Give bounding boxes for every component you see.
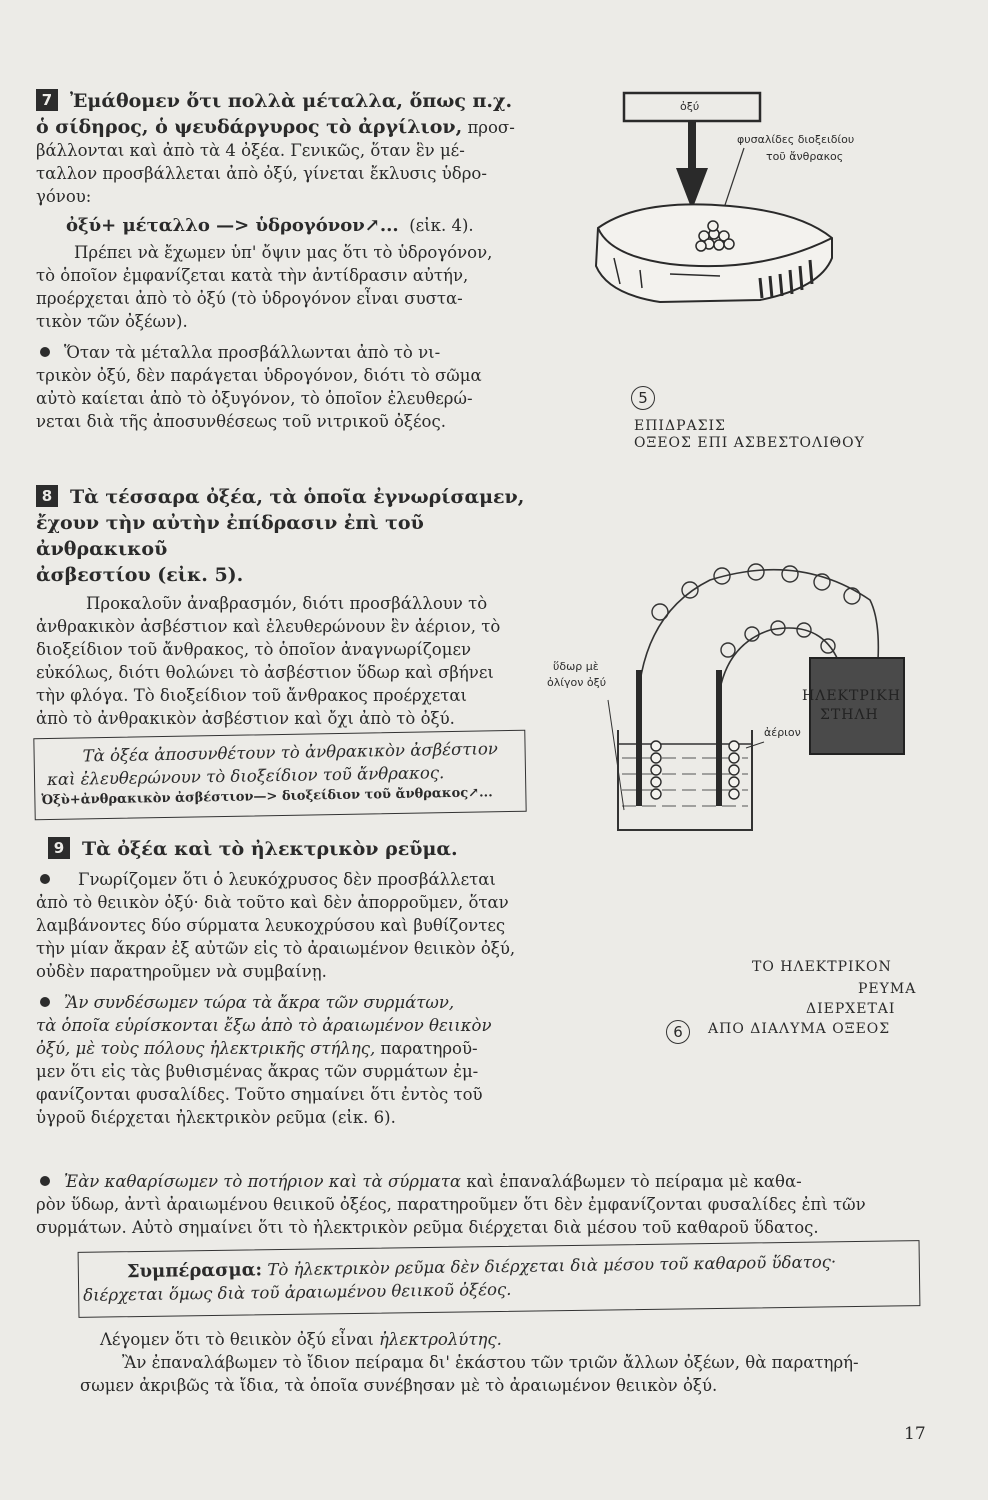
figure-5-number: 5 bbox=[631, 386, 663, 410]
s8-line-3: διοξείδιον τοῦ ἄνθρακος, τὸ ὁποῖον ἀναγνωρίζομεν bbox=[36, 640, 472, 659]
s9-p2-line-6: ὑγροῦ διέρχεται ἠλεκτρικὸν ρεῦμα (εἰκ. 6). bbox=[36, 1108, 396, 1127]
section-8-heading-line1: 8 Τὰ τέσσαρα ὀξέα, τὰ ὁποῖα ἐγνωρίσαμεν, bbox=[36, 484, 536, 510]
figure-6-caption-3: ΔΙΕΡΧΕΤΑΙ bbox=[806, 1001, 896, 1017]
section-7 bbox=[36, 88, 526, 433]
s9-p2-line-4: μεν ὅτι εἰς τὰς βυθισμένας ἄκρας τῶν συρμάτων ἐμ- bbox=[36, 1062, 479, 1081]
bullet-icon bbox=[40, 874, 50, 884]
s7-para2-line-4: τικὸν τῶν ὀξέων). bbox=[36, 312, 188, 331]
conclusion-line-2: διέρχεται ὅμως διὰ τοῦ ἀραιωμένου θειικοῦ ὀξέος. bbox=[83, 1279, 512, 1305]
s7-para3-line-1: Ὅταν τὰ μέταλλα προσβάλλωνται ἀπὸ τὸ νι- bbox=[36, 341, 526, 364]
section-8-heading-line3: ἀσβεστίου (εἰκ. 5). bbox=[36, 564, 244, 586]
bubbles-label-2: τοῦ ἄνθρακος bbox=[766, 150, 844, 163]
bullet-icon bbox=[40, 997, 50, 1007]
wire-coils bbox=[652, 564, 860, 657]
section-8 bbox=[36, 484, 536, 730]
figure-5-caption-1: ΕΠΙΔΡΑΣΙΣ bbox=[634, 418, 726, 434]
electrode-right bbox=[716, 670, 722, 806]
info-box-formula: Ὀξὺ+ἀνθρακικὸν ἀσβέστιον—> διοξείδιον τοῦ ἄνθρακος↗... bbox=[41, 785, 493, 809]
s7-formula: ὀξύ+ μέταλλο —> ὑδρογόνον↗... (εἰκ. 4). bbox=[66, 215, 474, 236]
section-7-heading-line2: ὁ σίδηρος, ὁ ψευδάργυρος τὸ ἀργίλιον, προσ- bbox=[36, 116, 515, 138]
final-line-1: Λέγομεν ὅτι τὸ θειικὸν ὀξύ εἶναι ἠλεκτρολύτης. bbox=[100, 1330, 502, 1349]
s7-para2-line-1: Πρέπει νὰ ἔχωμεν ὑπ' ὄψιν μας ὅτι τὸ ὑδρογόνον, bbox=[74, 243, 493, 262]
info-box-line-1: Τὰ ὀξέα ἀποσυνθέτουν τὸ ἀνθρακικὸν ἀσβέστιον bbox=[82, 739, 499, 766]
figure-6-caption-1: ΤΟ ΗΛΕΚΤΡΙΚΟΝ bbox=[752, 959, 892, 975]
final-line-3: σωμεν ἀκριβῶς τὰ ἴδια, τὰ ὁποῖα συνέβησαν μὲ τὸ ἀραιωμένον θειικὸν ὀξύ. bbox=[80, 1376, 718, 1395]
s7-para3-line-2: τρικὸν ὀξύ, δὲν παράγεται ὑδρογόνον, διότι τὸ σῶμα bbox=[36, 366, 482, 385]
section-9-number: 9 bbox=[48, 837, 70, 859]
s9-p1-line-1: Γνωρίζομεν ὅτι ὁ λευκόχρυσος δὲν προσβάλλεται bbox=[36, 868, 556, 891]
section-8-number: 8 bbox=[36, 485, 58, 507]
figure-6-caption-4: ΑΠΟ ΔΙΑΛΥΜΑ ΟΞΕΟΣ bbox=[708, 1021, 891, 1037]
s9-paragraph-3 bbox=[36, 1170, 936, 1239]
figure-5-drawing bbox=[580, 88, 900, 328]
final-paragraph bbox=[80, 1328, 940, 1397]
figure-6-number: 6 bbox=[666, 1020, 698, 1044]
s9-p2-line-1: Ἂν συνδέσωμεν τώρα τὰ ἄκρα τῶν συρμάτων, bbox=[36, 991, 556, 1014]
s9-p2-line-3: ὀξύ, μὲ τοὺς πόλους ἠλεκτρικῆς στήλης, παρατηροῦ- bbox=[36, 1039, 478, 1058]
acid-label: ὀξύ bbox=[680, 100, 700, 113]
s8-line-4: εὐκόλως, διότι θολώνει τὸ ἀσβέστιον ὕδωρ καὶ σβήνει bbox=[36, 663, 494, 682]
s7-para3-line-3: αὐτὸ καίεται ἀπὸ τὸ ὀξυγόνον, τὸ ὁποῖον ἐλευθερώ- bbox=[36, 389, 473, 408]
info-box-carbonate bbox=[33, 730, 526, 821]
solution-label-2: ὀλίγον ὀξύ bbox=[547, 676, 607, 689]
info-box-line-2: καὶ ἐλευθερώνουν τὸ διοξείδιον τοῦ ἄνθρακος. bbox=[46, 763, 445, 790]
s8-line-6: ἀπὸ τὸ ἀνθρακικὸν ἀσβέστιον καὶ ὄχι ἀπὸ τὸ ὀξύ. bbox=[36, 709, 455, 728]
s9-p3-line-1: Ἐὰν καθαρίσωμεν τὸ ποτήριον καὶ τὰ σύρματα καὶ ἐπαναλάβωμεν τὸ πείραμα μὲ καθα- bbox=[36, 1170, 936, 1193]
gas-label: ἀέριον bbox=[764, 726, 801, 739]
section-9-heading: 9 Τὰ ὀξέα καὶ τὸ ἠλεκτρικὸν ρεῦμα. bbox=[36, 836, 556, 862]
s8-line-5: τὴν φλόγα. Τὸ διοξείδιον τοῦ ἄνθρακος προέρχεται bbox=[36, 686, 467, 705]
s9-p3-line-3: συρμάτων. Αὐτὸ σημαίνει ὅτι τὸ ἠλεκτρικὸν ρεῦμα διέρχεται διὰ μέσου τοῦ καθαροῦ ὕδατος. bbox=[36, 1218, 819, 1237]
figure-5-caption-2: ΟΞΕΟΣ ΕΠΙ ΑΣΒΕΣΤΟΛΙΘΟΥ bbox=[634, 435, 865, 451]
s9-p2-line-5: φανίζονται φυσαλίδες. Τοῦτο σημαίνει ὅτι ἐντὸς τοῦ bbox=[36, 1085, 483, 1104]
s9-p1-line-2: ἀπὸ τὸ θειικὸν ὀξύ· διὰ τοῦτο καὶ δὲν ἀπορροῦμεν, ὅταν bbox=[36, 893, 509, 912]
s7-line-3: γόνου: bbox=[36, 187, 92, 206]
page-number: 17 bbox=[904, 1424, 926, 1444]
section-8-heading-line2: ἔχουν τὴν αὐτὴν ἐπίδρασιν ἐπὶ τοῦ ἀνθρακικοῦ bbox=[36, 512, 424, 560]
s8-line-1: Προκαλοῦν ἀναβρασμόν, διότι προσβάλλουν τὸ bbox=[86, 594, 488, 613]
s7-para2-line-2: τὸ ὁποῖον ἐμφανίζεται κατὰ τὴν ἀντίδρασιν αὐτήν, bbox=[36, 266, 469, 285]
bullet-icon bbox=[40, 347, 50, 357]
conclusion-box bbox=[78, 1240, 921, 1318]
s8-line-2: ἀνθρακικὸν ἀσβέστιον καὶ ἐλευθερώνουν ἓν ἀέριον, τὸ bbox=[36, 617, 501, 636]
s9-p3-line-2: ρὸν ὕδωρ, ἀντὶ ἀραιωμένου θειικοῦ ὀξέος, παρατηροῦμεν ὅτι δὲν ἐμφανίζονται φυσαλίδες ἐπὶ τῶν bbox=[36, 1195, 866, 1214]
section-7-number: 7 bbox=[36, 89, 58, 111]
section-9 bbox=[36, 836, 556, 1129]
conclusion-line-1: Συμπέρασμα: Τὸ ἠλεκτρικὸν ρεῦμα δὲν διέρχεται διὰ μέσου τοῦ καθαροῦ ὕδατος· bbox=[126, 1252, 837, 1283]
s9-p2-line-2: τὰ ὁποῖα εὑρίσκονται ἔξω ἀπὸ τὸ ἀραιωμένον θειικὸν bbox=[36, 1016, 492, 1035]
s9-p1-line-4: τὴν μίαν ἄκραν ἐξ αὐτῶν εἰς τὸ ἀραιωμένον θειικὸν ὀξύ, bbox=[36, 939, 516, 958]
s7-para2-line-3: προέρχεται ἀπὸ τὸ ὀξύ (τὸ ὑδρογόνον εἶναι συστα- bbox=[36, 289, 463, 308]
final-line-2: Ἂν ἐπαναλάβωμεν τὸ ἴδιον πείραμα δι' ἑκάστου τῶν τριῶν ἄλλων ὀξέων, θὰ παρατηρή- bbox=[122, 1353, 859, 1372]
s7-line-2: ταλλον προσβάλλεται ἀπὸ ὀξύ, γίνεται ἔκλυσις ὑδρο- bbox=[36, 164, 487, 183]
figure-6-caption-2: ΡΕΥΜΑ bbox=[858, 981, 917, 997]
bubbles-label-1: φυσαλίδες διοξειδίου bbox=[737, 133, 855, 146]
s9-p1-line-3: λαμβάνοντες δύο σύρματα λευκοχρύσου καὶ βυθίζοντες bbox=[36, 916, 506, 935]
dropper bbox=[676, 121, 708, 210]
solution-label-1: ὕδωρ μὲ bbox=[553, 660, 599, 673]
section-7-heading-line1: 7 Ἐμάθομεν ὅτι πολλὰ μέταλλα, ὅπως π.χ. bbox=[36, 88, 526, 114]
s7-para3-line-4: νεται διὰ τῆς ἀποσυνθέσεως τοῦ νιτρικοῦ ὀξέος. bbox=[36, 412, 446, 431]
s7-line-1: βάλλονται καὶ ἀπὸ τὰ 4 ὀξέα. Γενικῶς, ὅταν ἓν μέ- bbox=[36, 141, 465, 160]
battery-label-1: ΗΛΕΚΤΡΙΚΗ bbox=[802, 688, 901, 704]
s9-p1-line-5: οὐδὲν παρατηροῦμεν νὰ συμβαίνῃ. bbox=[36, 962, 327, 981]
bullet-icon bbox=[40, 1176, 50, 1186]
battery-label-2: ΣΤΗΛΗ bbox=[820, 707, 879, 723]
electrode-left bbox=[636, 670, 642, 806]
